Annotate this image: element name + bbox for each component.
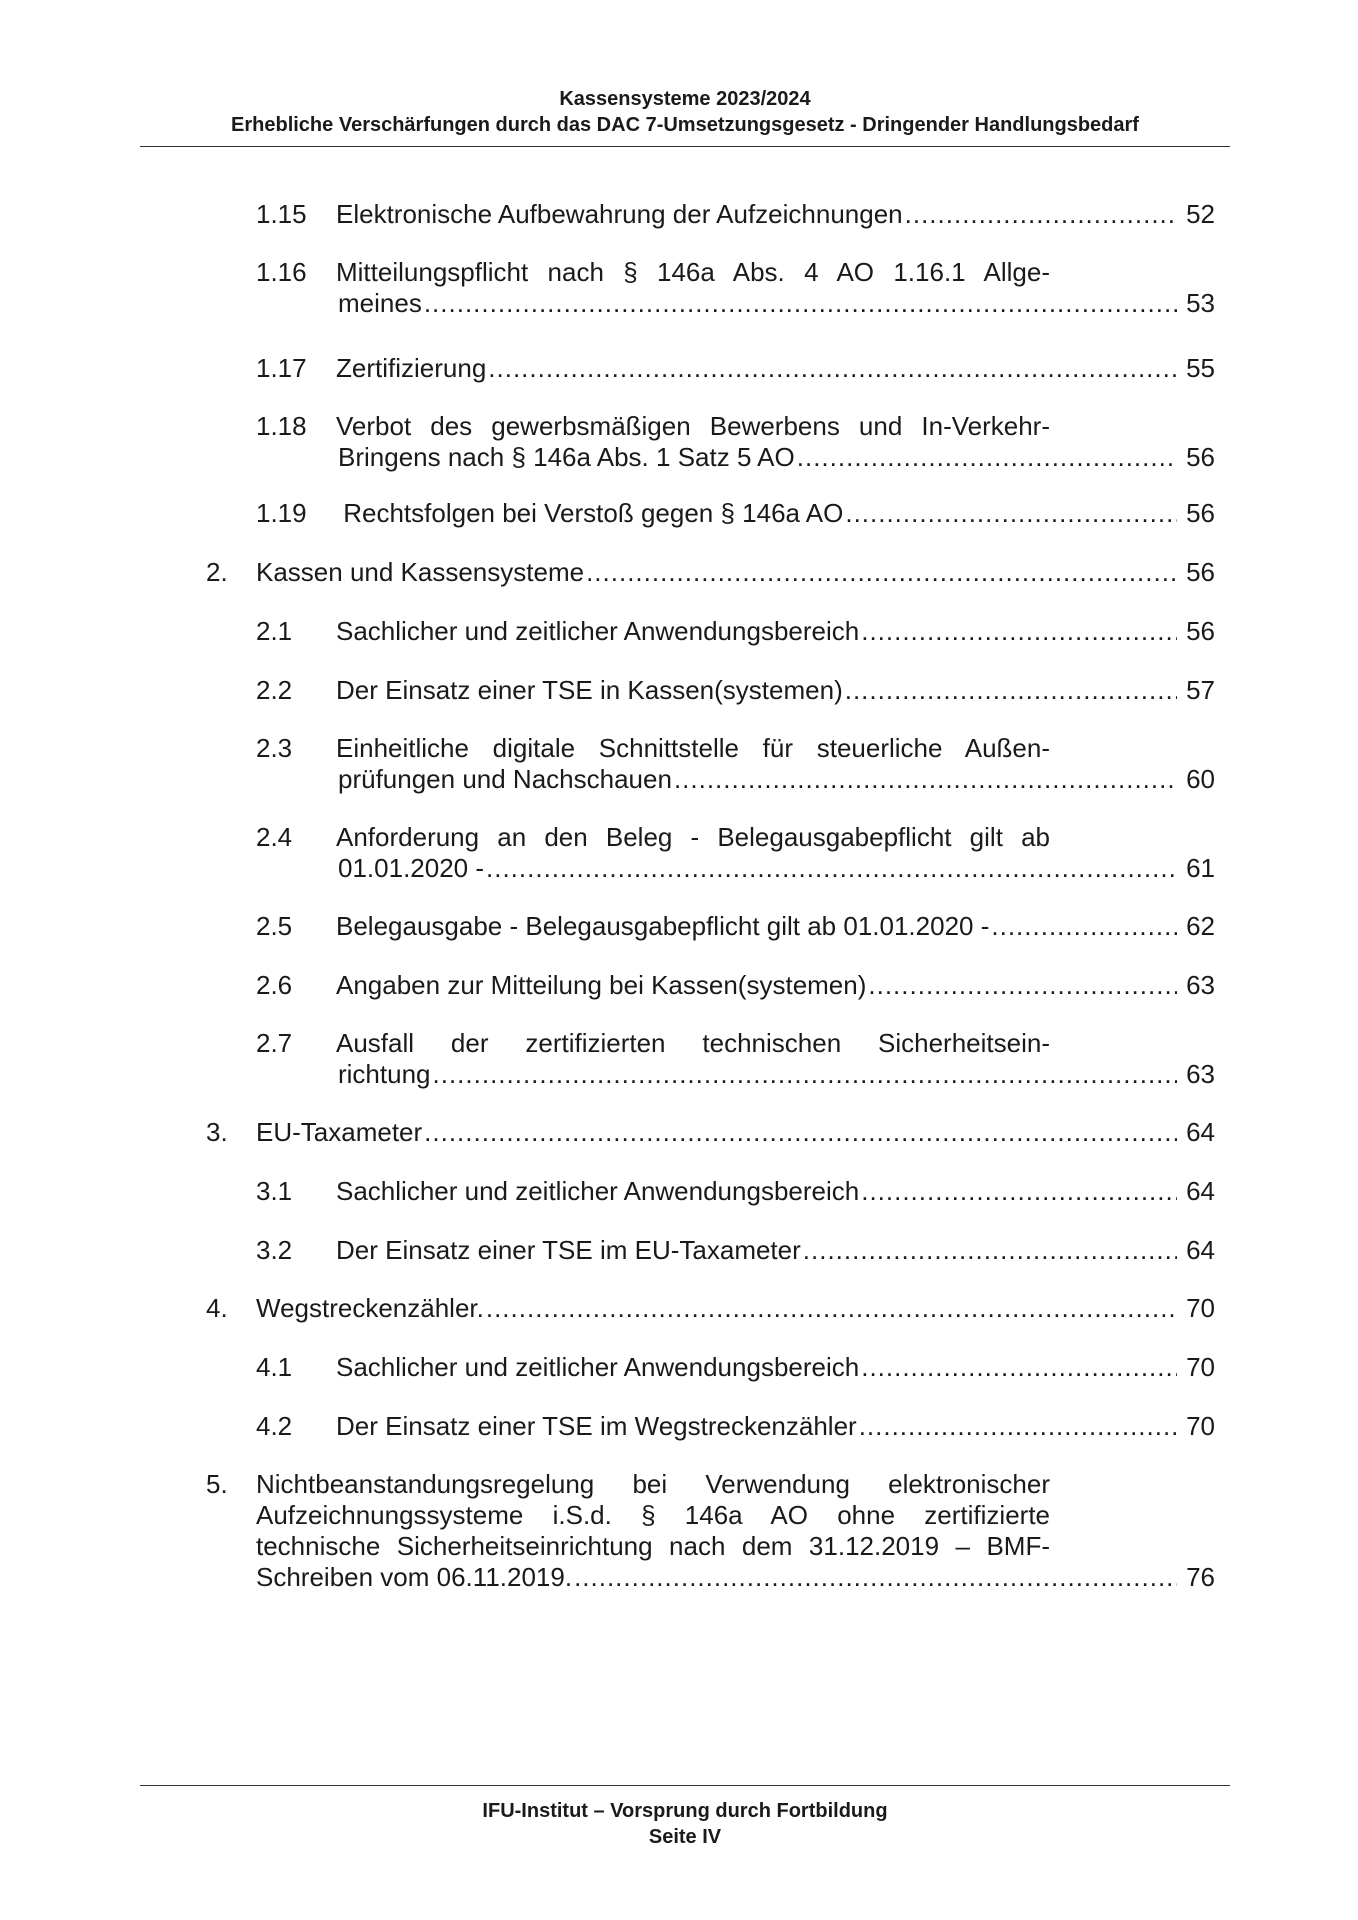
toc-entry-number: 1.19 xyxy=(256,498,307,528)
toc-entry-number: 1.18 xyxy=(256,411,307,441)
toc-page-number: 55 xyxy=(1186,353,1215,383)
toc-entry-last-line xyxy=(336,969,1215,1001)
toc-page-number: 70 xyxy=(1186,1411,1215,1441)
toc-entry-title: meines xyxy=(338,288,422,318)
toc-entry-number: 4. xyxy=(206,1293,228,1323)
toc-page-number: 53 xyxy=(1186,288,1215,318)
footer-page-number: Seite IV xyxy=(648,1826,722,1848)
toc-entry-number: 3. xyxy=(206,1117,228,1147)
toc-page-number: 64 xyxy=(1186,1117,1215,1147)
toc-entry-title: Der Einsatz einer TSE im Wegstreckenzähler xyxy=(336,1411,857,1441)
toc-entry-title: Belegausgabe - Belegausgabepflicht gilt ab 01.01.2020 - xyxy=(336,911,990,941)
toc-page-number: 61 xyxy=(1186,853,1215,883)
toc-entry-number: 4.1 xyxy=(256,1352,293,1382)
toc-entry-title: 01.01.2020 - xyxy=(338,853,485,883)
toc-page-number: 60 xyxy=(1186,764,1215,794)
toc-entry-title: Elektronische Aufbewahrung der Aufzeichnungen xyxy=(336,199,903,229)
toc-entry-last-line xyxy=(336,198,1215,230)
header-title: Kassensysteme 2023/2024 xyxy=(559,88,811,110)
toc-page-number: 70 xyxy=(1186,1352,1215,1382)
toc-entry-last-line xyxy=(338,441,1215,473)
toc-dot-leader xyxy=(868,969,1177,1001)
toc-entry-title: Schreiben vom 06.11.2019. xyxy=(256,1562,573,1592)
toc-dot-leader xyxy=(861,1175,1177,1207)
toc-entry-number: 2.3 xyxy=(256,733,293,763)
toc-entry-last-line xyxy=(338,852,1215,884)
toc-entry-title-line: Aufzeichnungssysteme i.S.d. § 146a AO ohne zertifizierte xyxy=(256,1500,1050,1530)
toc-entry-last-line xyxy=(256,556,1215,588)
toc-entry-number: 3.2 xyxy=(256,1235,293,1265)
toc-dot-leader xyxy=(861,615,1177,647)
toc-entry-title-line: Einheitliche digitale Schnittstelle für steuerliche Außen- xyxy=(336,733,1050,763)
toc-dot-leader xyxy=(797,441,1177,473)
toc-entry-number: 3.1 xyxy=(256,1176,293,1206)
toc-dot-leader xyxy=(991,910,1177,942)
toc-page-number: 57 xyxy=(1186,675,1215,705)
toc-page-number: 56 xyxy=(1186,616,1215,646)
toc-dot-leader xyxy=(859,1410,1177,1442)
toc-dot-leader xyxy=(433,1058,1178,1090)
toc-entry-title: Sachlicher und zeitlicher Anwendungsbereich xyxy=(336,1176,860,1206)
toc-entry-title: Kassen und Kassensysteme xyxy=(256,557,585,587)
toc-entry-last-line xyxy=(256,1292,1215,1324)
toc-entry-last-line xyxy=(338,763,1215,795)
toc-entry-title: richtung xyxy=(338,1059,431,1089)
toc-entry-number: 2.2 xyxy=(256,675,293,705)
toc-entry-number: 4.2 xyxy=(256,1411,293,1441)
toc-page-number: 76 xyxy=(1186,1562,1215,1592)
toc-entry-number: 2.4 xyxy=(256,822,293,852)
toc-entry-number: 2.5 xyxy=(256,911,293,941)
toc-page-number: 64 xyxy=(1186,1235,1215,1265)
toc-entry-last-line xyxy=(336,1175,1215,1207)
toc-dot-leader xyxy=(861,1351,1177,1383)
toc-page-number: 63 xyxy=(1186,1059,1215,1089)
toc-entry-title: Der Einsatz einer TSE in Kassen(systemen) xyxy=(336,675,843,705)
toc-entry-last-line xyxy=(336,1234,1215,1266)
toc-dot-leader xyxy=(486,1292,1177,1324)
toc-entry-number: 1.16 xyxy=(256,257,307,287)
toc-page-number: 56 xyxy=(1186,557,1215,587)
toc-entry-title: Sachlicher und zeitlicher Anwendungsbereich xyxy=(336,1352,860,1382)
toc-entry-last-line xyxy=(256,1561,1215,1593)
toc-entry-last-line xyxy=(336,1410,1215,1442)
toc-dot-leader xyxy=(905,198,1177,230)
toc-entry-last-line xyxy=(256,1116,1215,1148)
toc-entry-last-line xyxy=(336,615,1215,647)
footer-institute: IFU-Institut – Vorsprung durch Fortbildung xyxy=(482,1800,888,1822)
toc-dot-leader xyxy=(486,852,1177,884)
toc-entry-last-line xyxy=(336,352,1215,384)
footer-rule xyxy=(140,1785,1230,1786)
toc-entry-last-line xyxy=(336,1351,1215,1383)
toc-entry-last-line xyxy=(336,497,1215,529)
toc-entry-number: 1.15 xyxy=(256,199,307,229)
toc-entry-number: 2.1 xyxy=(256,616,293,646)
toc-dot-leader xyxy=(574,1561,1177,1593)
toc-entry-title: EU-Taxameter xyxy=(256,1117,423,1147)
toc-entry-title: Wegstreckenzähler. xyxy=(256,1293,484,1323)
toc-entry-number: 2.7 xyxy=(256,1028,293,1058)
toc-page-number: 63 xyxy=(1186,970,1215,1000)
toc-entry-last-line xyxy=(336,910,1215,942)
toc-page-number: 52 xyxy=(1186,199,1215,229)
toc-dot-leader xyxy=(586,556,1177,588)
toc-entry-number: 2. xyxy=(206,557,228,587)
toc-entry-title: Der Einsatz einer TSE im EU-Taxameter xyxy=(336,1235,801,1265)
toc-entry-number: 1.17 xyxy=(256,353,307,383)
header-subtitle: Erhebliche Verschärfungen durch das DAC 7-Umsetzungsgesetz - Dringender Handlungsbedarf xyxy=(231,114,1139,136)
toc-entry-title: prüfungen und Nachschauen xyxy=(338,764,672,794)
toc-entry-last-line xyxy=(338,287,1215,319)
toc-entry-number: 2.6 xyxy=(256,970,293,1000)
toc-entry-title-line: Nichtbeanstandungsregelung bei Verwendung elektronischer xyxy=(256,1469,1050,1499)
toc-entry-last-line xyxy=(338,1058,1215,1090)
toc-entry-title: Bringens nach § 146a Abs. 1 Satz 5 AO xyxy=(338,442,795,472)
toc-dot-leader xyxy=(424,287,1177,319)
toc-page-number: 56 xyxy=(1186,442,1215,472)
toc-entry-title-line: Mitteilungspflicht nach § 146a Abs. 4 AO 1.16.1 Allge- xyxy=(336,257,1050,287)
toc-entry-title-line: Verbot des gewerbsmäßigen Bewerbens und In-Verkehr- xyxy=(336,411,1050,441)
page-footer xyxy=(140,1798,1230,1850)
toc-entry-title: Sachlicher und zeitlicher Anwendungsbereich xyxy=(336,616,860,646)
toc-entry-title: Angaben zur Mitteilung bei Kassen(systemen) xyxy=(336,970,867,1000)
toc-entry-title-line: Ausfall der zertifizierten technischen Sicherheitsein- xyxy=(336,1028,1050,1058)
toc-entry-title: Rechtsfolgen bei Verstoß gegen § 146a AO xyxy=(336,498,844,528)
toc-entry-last-line xyxy=(336,674,1215,706)
toc-dot-leader xyxy=(845,674,1177,706)
toc-page-number: 70 xyxy=(1186,1293,1215,1323)
toc-entry-title-line: technische Sicherheitseinrichtung nach dem 31.12.2019 – BMF- xyxy=(256,1531,1050,1561)
toc-dot-leader xyxy=(845,497,1177,529)
toc-page-number: 64 xyxy=(1186,1176,1215,1206)
toc-dot-leader xyxy=(488,352,1177,384)
toc-entry-number: 5. xyxy=(206,1469,228,1499)
toc-dot-leader xyxy=(674,763,1177,795)
toc-entry-title: Zertifizierung xyxy=(336,353,487,383)
toc-page-number: 56 xyxy=(1186,498,1215,528)
toc-page-number: 62 xyxy=(1186,911,1215,941)
toc-entry-title-line: Anforderung an den Beleg - Belegausgabepflicht gilt ab xyxy=(336,822,1050,852)
toc-dot-leader xyxy=(424,1116,1177,1148)
toc-dot-leader xyxy=(803,1234,1177,1266)
